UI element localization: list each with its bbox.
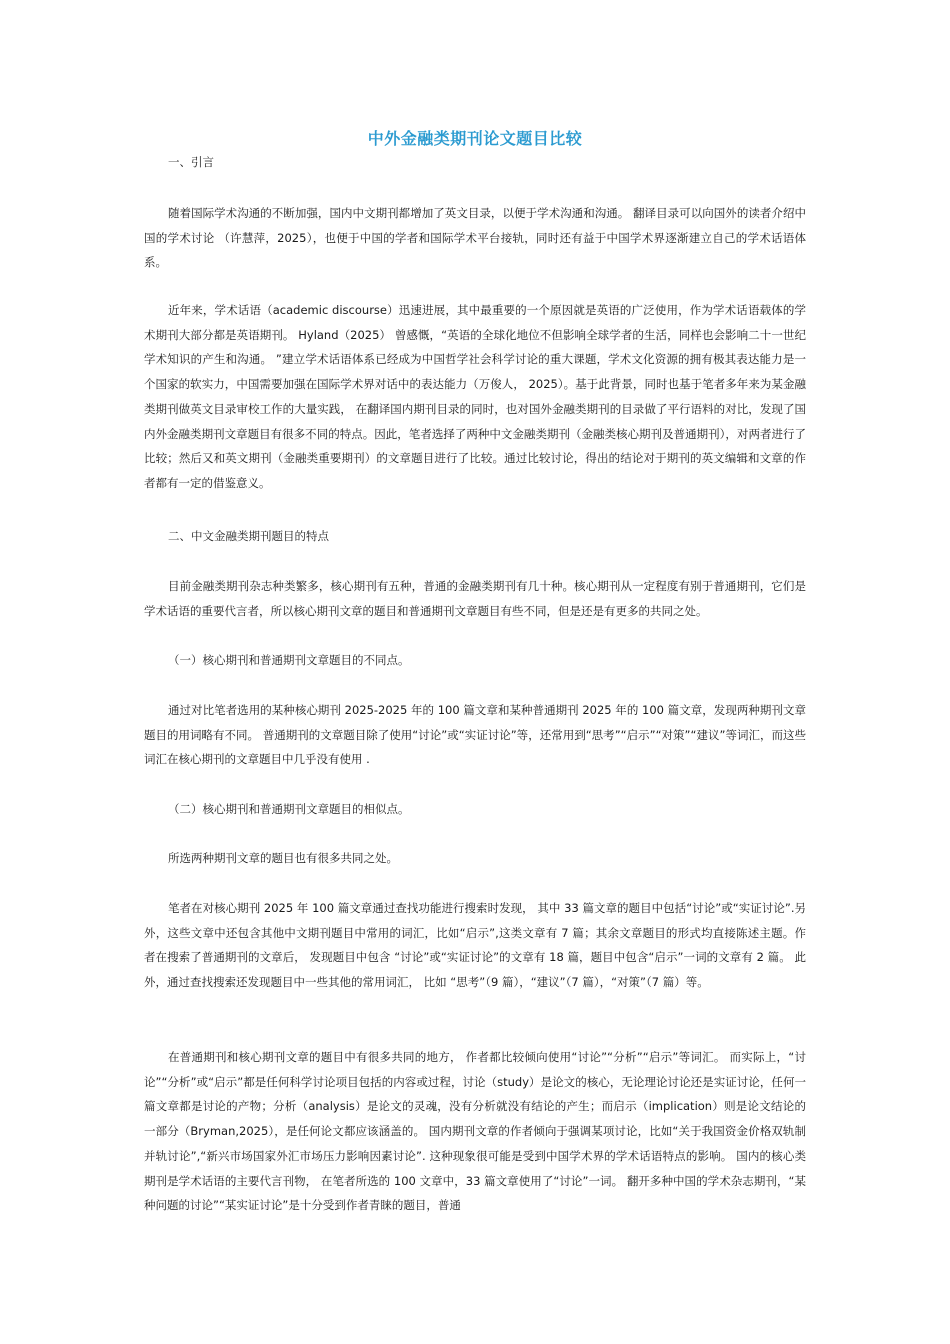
section-heading-features: 二、中文金融类期刊题目的特点 [168, 529, 329, 543]
section-heading-intro: 一、引言 [168, 155, 214, 169]
paragraph-similarities-intro: 所选两种期刊文章的题目也有很多共同之处。 [168, 851, 398, 865]
subsection-heading-differences: （一）核心期刊和普通期刊文章题目的不同点。 [168, 653, 410, 667]
subsection-heading-similarities: （二）核心期刊和普通期刊文章题目的相似点。 [168, 802, 410, 816]
paragraph-intro-1: 随着国际学术沟通的不断加强，国内中文期刊都增加了英文目录，以便于学术沟通和沟通。 翻译目录可以向国外的读者介绍中国的学术讨论 （许慧萍，2025），也便于中国的学者和国际学术平台接轨，同时还有益于中国学术界逐渐建立自己的学术话语体系。 [144, 206, 806, 270]
document-title: 中外金融类期刊论文题目比较 [367, 129, 583, 148]
paragraph-differences: 通过对比笔者选用的某种核心期刊 2025-2025 年的 100 篇文章和某种普通期刊 2025 年的 100 篇文章，发现两种期刊文章题目的用词略有不同。 普通期刊的文章题目除了使用“讨论”或“实证讨论”等，还常用到“思考”“启示”“对策”“建议”等词汇，而这些词汇在核心期刊的文章题目中几乎没有使用 . [144, 703, 806, 767]
paragraph-similarities-search: 笔者在对核心期刊 2025 年 100 篇文章通过查找功能进行搜索时发现， 其中 33 篇文章的题目中包括“讨论”或“实证讨论”.另外，这些文章中还包含其他中文期刊题目中常用的词汇，比如“启示”,这类文章有 7 篇；其余文章题目的形式均直接陈述主题。作者在搜索了普通期刊的文章后， 发现题目中包含 “讨论”或“实证讨论”的文章有 18 篇，题目中包含“启示”一词的文章有 2 篇。 此外，通过查找搜索还发现题目中一些其他的常用词汇， 比如 “思考”（9 篇），“建议”（7 篇），“对策”（7 篇）等。 [144, 901, 806, 990]
paragraph-similarities-common: 在普通期刊和核心期刊文章的题目中有很多共同的地方， 作者都比较倾向使用“讨论”“分析”“启示”等词汇。 而实际上，“讨论”“分析”或“启示”都是任何科学讨论项目包括的内容或过程，讨论（study）是论文的核心，无论理论讨论还是实证讨论，任何一篇文章都是讨论的产物；分析（analysis）是论文的灵魂，没有分析就没有结论的产生；而启示（implication）则是论文结论的一部分（Bryman,2025），是任何论文都应该涵盖的。 国内期刊文章的作者倾向于强调某项讨论，比如“关于我国资金价格双轨制并轨讨论”,“新兴市场国家外汇市场压力影响因素讨论”. 这种现象很可能是受到中国学术界的学术话语特点的影响。 国内的核心类期刊是学术话语的主要代言刊物， 在笔者所选的 100 文章中，33 篇文章使用了“讨论”一词。 翻开多种中国的学术杂志期刊，“某种问题的讨论”“某实证讨论”是十分受到作者青睐的题目，普通 [144, 1050, 806, 1213]
paragraph-intro-2: 近年来，学术话语（academic discourse）迅速进展，其中最重要的一个原因就是英语的广泛使用，作为学术话语载体的学术期刊大部分都是英语期刊。 Hyland（2025） 曾感慨，“英语的全球化地位不但影响全球学者的生活，同样也会影响二十一世纪学术知识的产生和沟通。 ”建立学术话语体系已经成为中国哲学社会科学讨论的重大课题，学术文化资源的拥有极其表达能力是一个国家的软实力，中国需要加强在国际学术界对话中的表达能力（万俊人， 2025）。基于此背景，同时也基于笔者多年来为某金融类期刊做英文目录审校工作的大量实践， 在翻译国内期刊目录的同时，也对国外金融类期刊的目录做了平行语料的对比，发现了国内外金融类期刊文章题目有很多不同的特点。因此，笔者选择了两种中文金融类期刊（金融类核心期刊及普通期刊），对两者进行了比较；然后又和英文期刊（金融类重要期刊）的文章题目进行了比较。通过比较讨论，得出的结论对于期刊的英文编辑和文章的作者都有一定的借鉴意义。 [144, 303, 806, 490]
paragraph-features-1: 目前金融类期刊杂志种类繁多，核心期刊有五种，普通的金融类期刊有几十种。核心期刊从一定程度有别于普通期刊，它们是学术话语的重要代言者，所以核心期刊文章的题目和普通期刊文章题目有些不同，但是还是有更多的共同之处。 [144, 579, 806, 618]
